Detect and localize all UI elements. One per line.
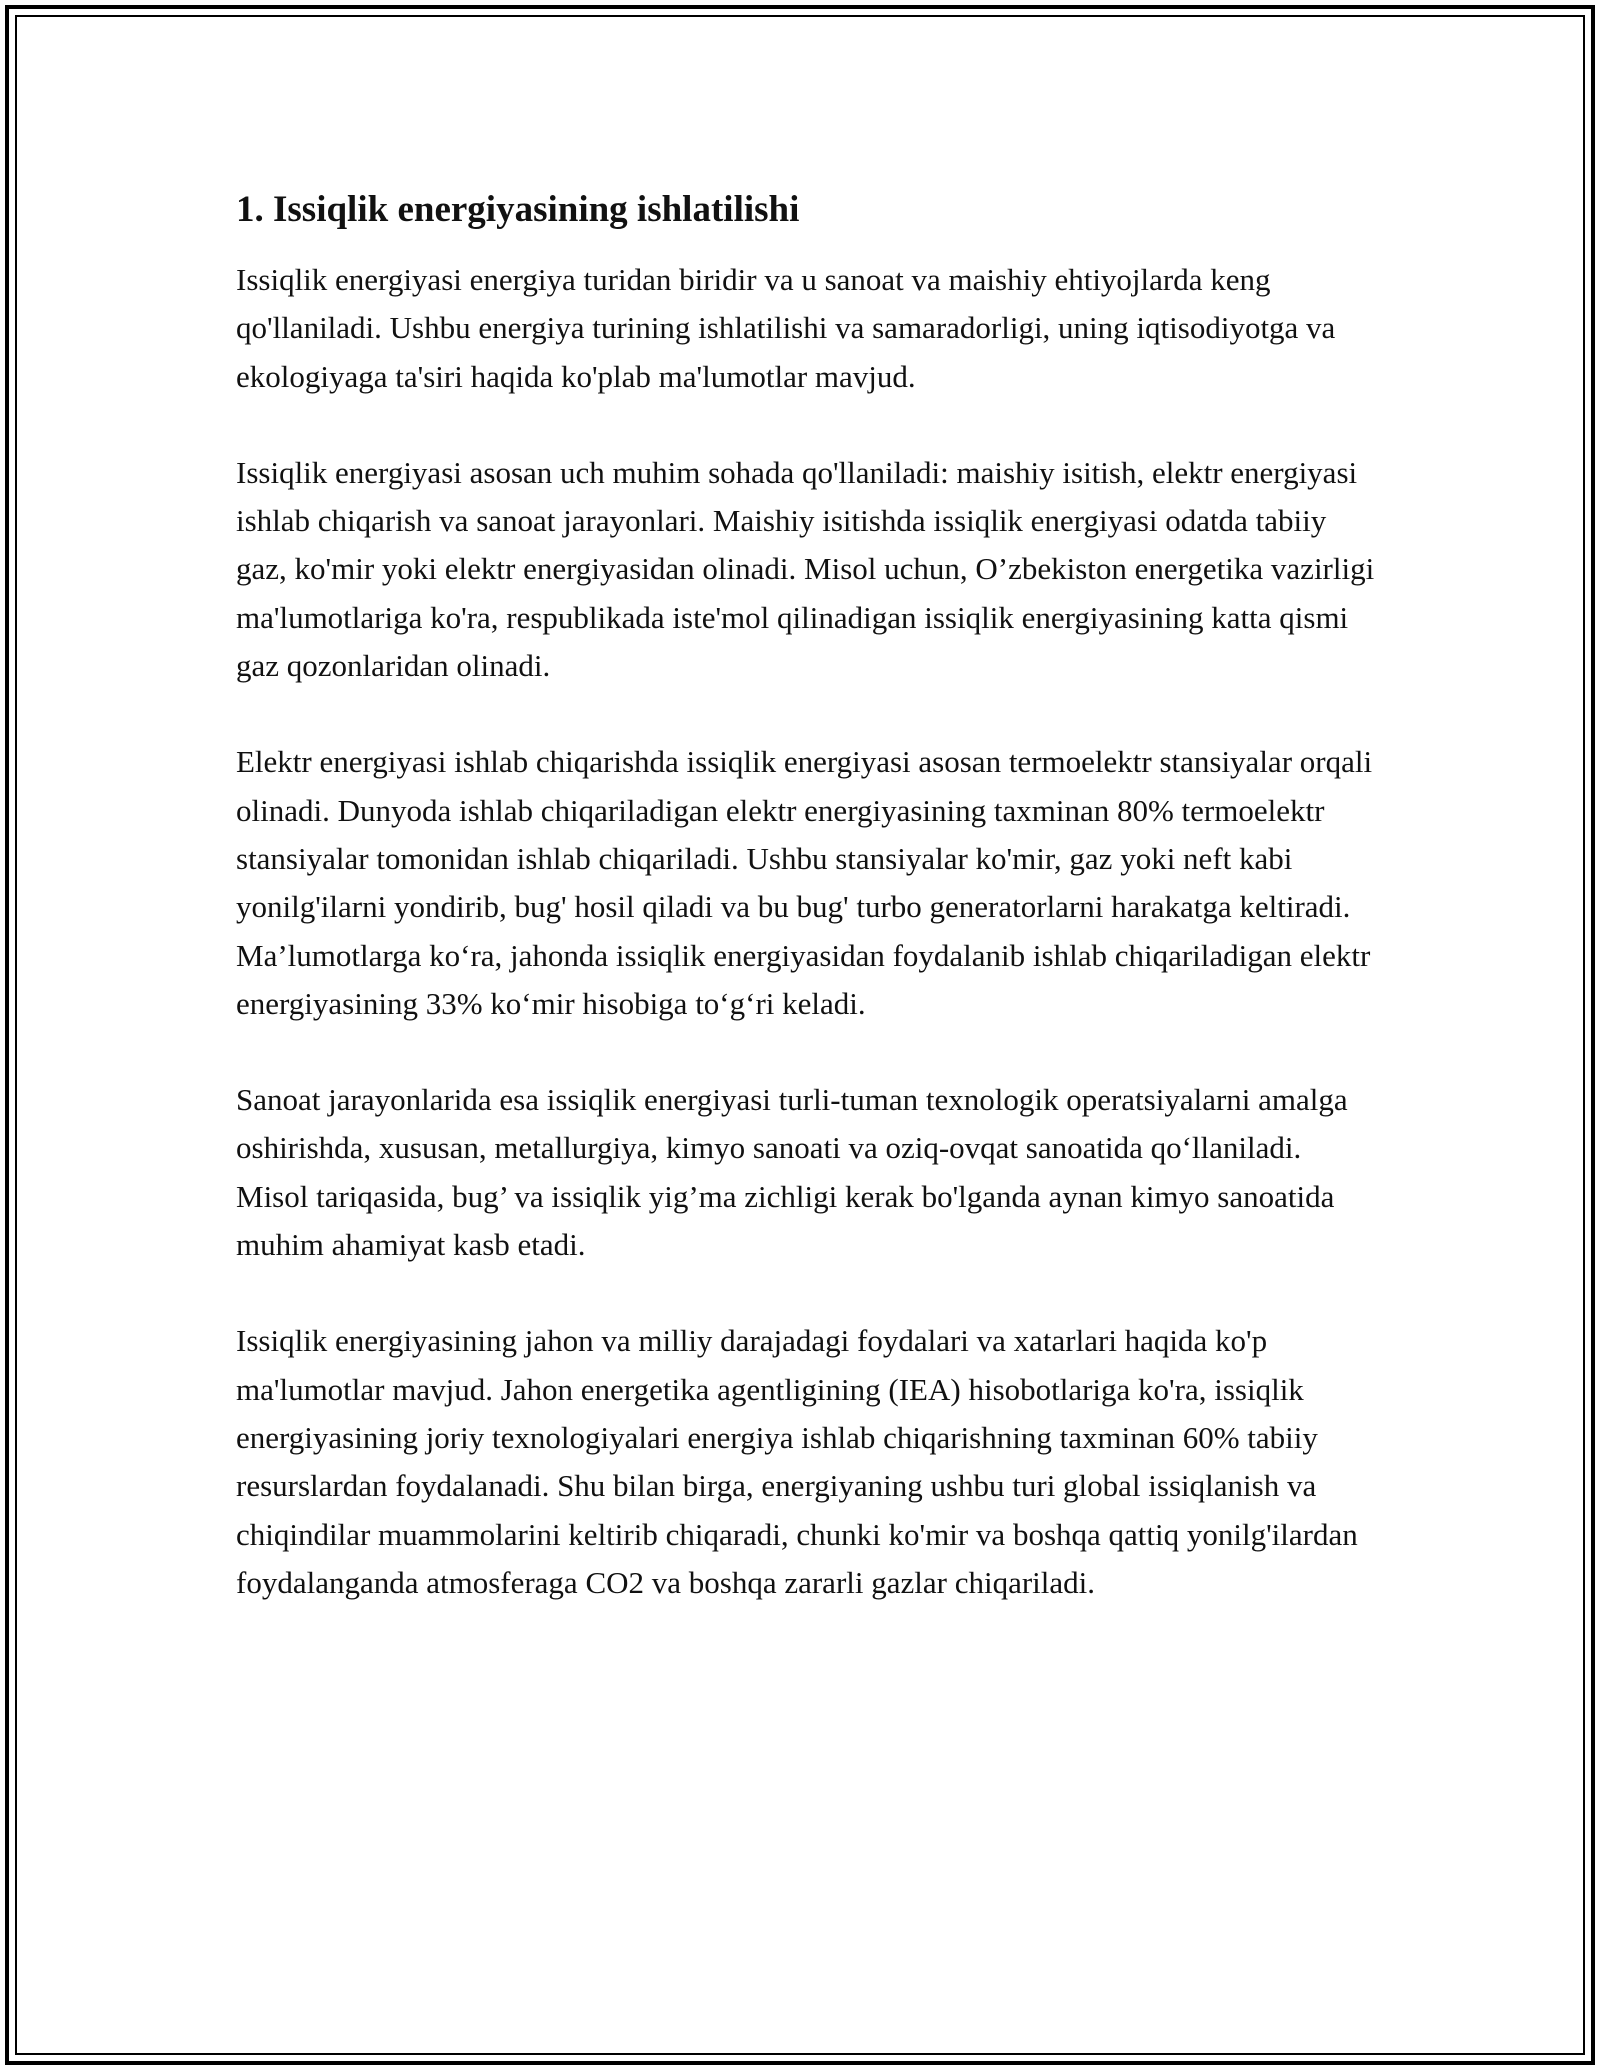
paragraph-benefits-risks: Issiqlik energiyasining jahon va milliy darajadagi foydalari va xatarlari haqida ko'p ma'lumotlar mavjud. Jahon energetika agentligining (IEA) hisobotlariga ko'ra, issiqlik energiyasining joriy texnologiyalari energiya ishlab chiqarishning taxminan 60% tabiiy resurslardan foydalanadi. Shu bilan birga, energiyaning ushbu turi global issiqlanish va chiqindilar muammolarini keltirib chiqaradi, chunki ko'mir va boshqa qattiq yonilg'ilardan foydalanganda atmosferaga CO2 va boshqa zararli gazlar chiqariladi.: [236, 1323, 1358, 1600]
section-heading: 1. Issiqlik energiyasining ishlatilishi: [236, 189, 800, 230]
paragraph-intro: Issiqlik energiyasi energiya turidan biridir va u sanoat va maishiy ehtiyojlarda keng qo'llaniladi. Ushbu energiya turining ishlatilishi va samaradorligi, uning iqtisodiyotga va ekologiyaga ta'siri haqida ko'plab ma'lumotlar mavjud.: [236, 262, 1336, 394]
paragraph-electricity-generation: Elektr energiyasi ishlab chiqarishda issiqlik energiyasi asosan termoelektr stansiyalar orqali olinadi. Dunyoda ishlab chiqariladigan elektr energiyasining taxminan 80% termoelektr stansiyalar tomonidan ishlab chiqariladi. Ushbu stansiyalar ko'mir, gaz yoki neft kabi yonilg'ilarni yondirib, bug' hosil qiladi va bu bug' turbo generatorlarni harakatga keltiradi. Ma’lumotlarga ko‘ra, jahonda issiqlik energiyasidan foydalanib ishlab chiqariladigan elektr energiyasining 33% ko‘mir hisobiga to‘g‘ri keladi.: [236, 744, 1373, 1021]
document-body: [236, 188, 1376, 1655]
paragraph-industrial-processes: Sanoat jarayonlarida esa issiqlik energiyasi turli-tuman texnologik operatsiyalarni amalga oshirishda, xususan, metallurgiya, kimyo sanoati va oziq-ovqat sanoatida qo‘llaniladi. Misol tariqasida, bug’ va issiqlik yig’ma zichligi kerak bo'lganda aynan kimyo sanoatida muhim ahamiyat kasb etadi.: [236, 1082, 1348, 1263]
paragraph-application-areas: Issiqlik energiyasi asosan uch muhim sohada qo'llaniladi: maishiy isitish, elektr energiyasi ishlab chiqarish va sanoat jarayonlari. Maishiy isitishda issiqlik energiyasi odatda tabiiy gaz, ko'mir yoki elektr energiyasidan olinadi. Misol uchun, O’zbekiston energetika vazirligi ma'lumotlariga ko'ra, respublikada iste'mol qilinadigan issiqlik energiyasining katta qismi gaz qozonlaridan olinadi.: [236, 454, 1375, 684]
